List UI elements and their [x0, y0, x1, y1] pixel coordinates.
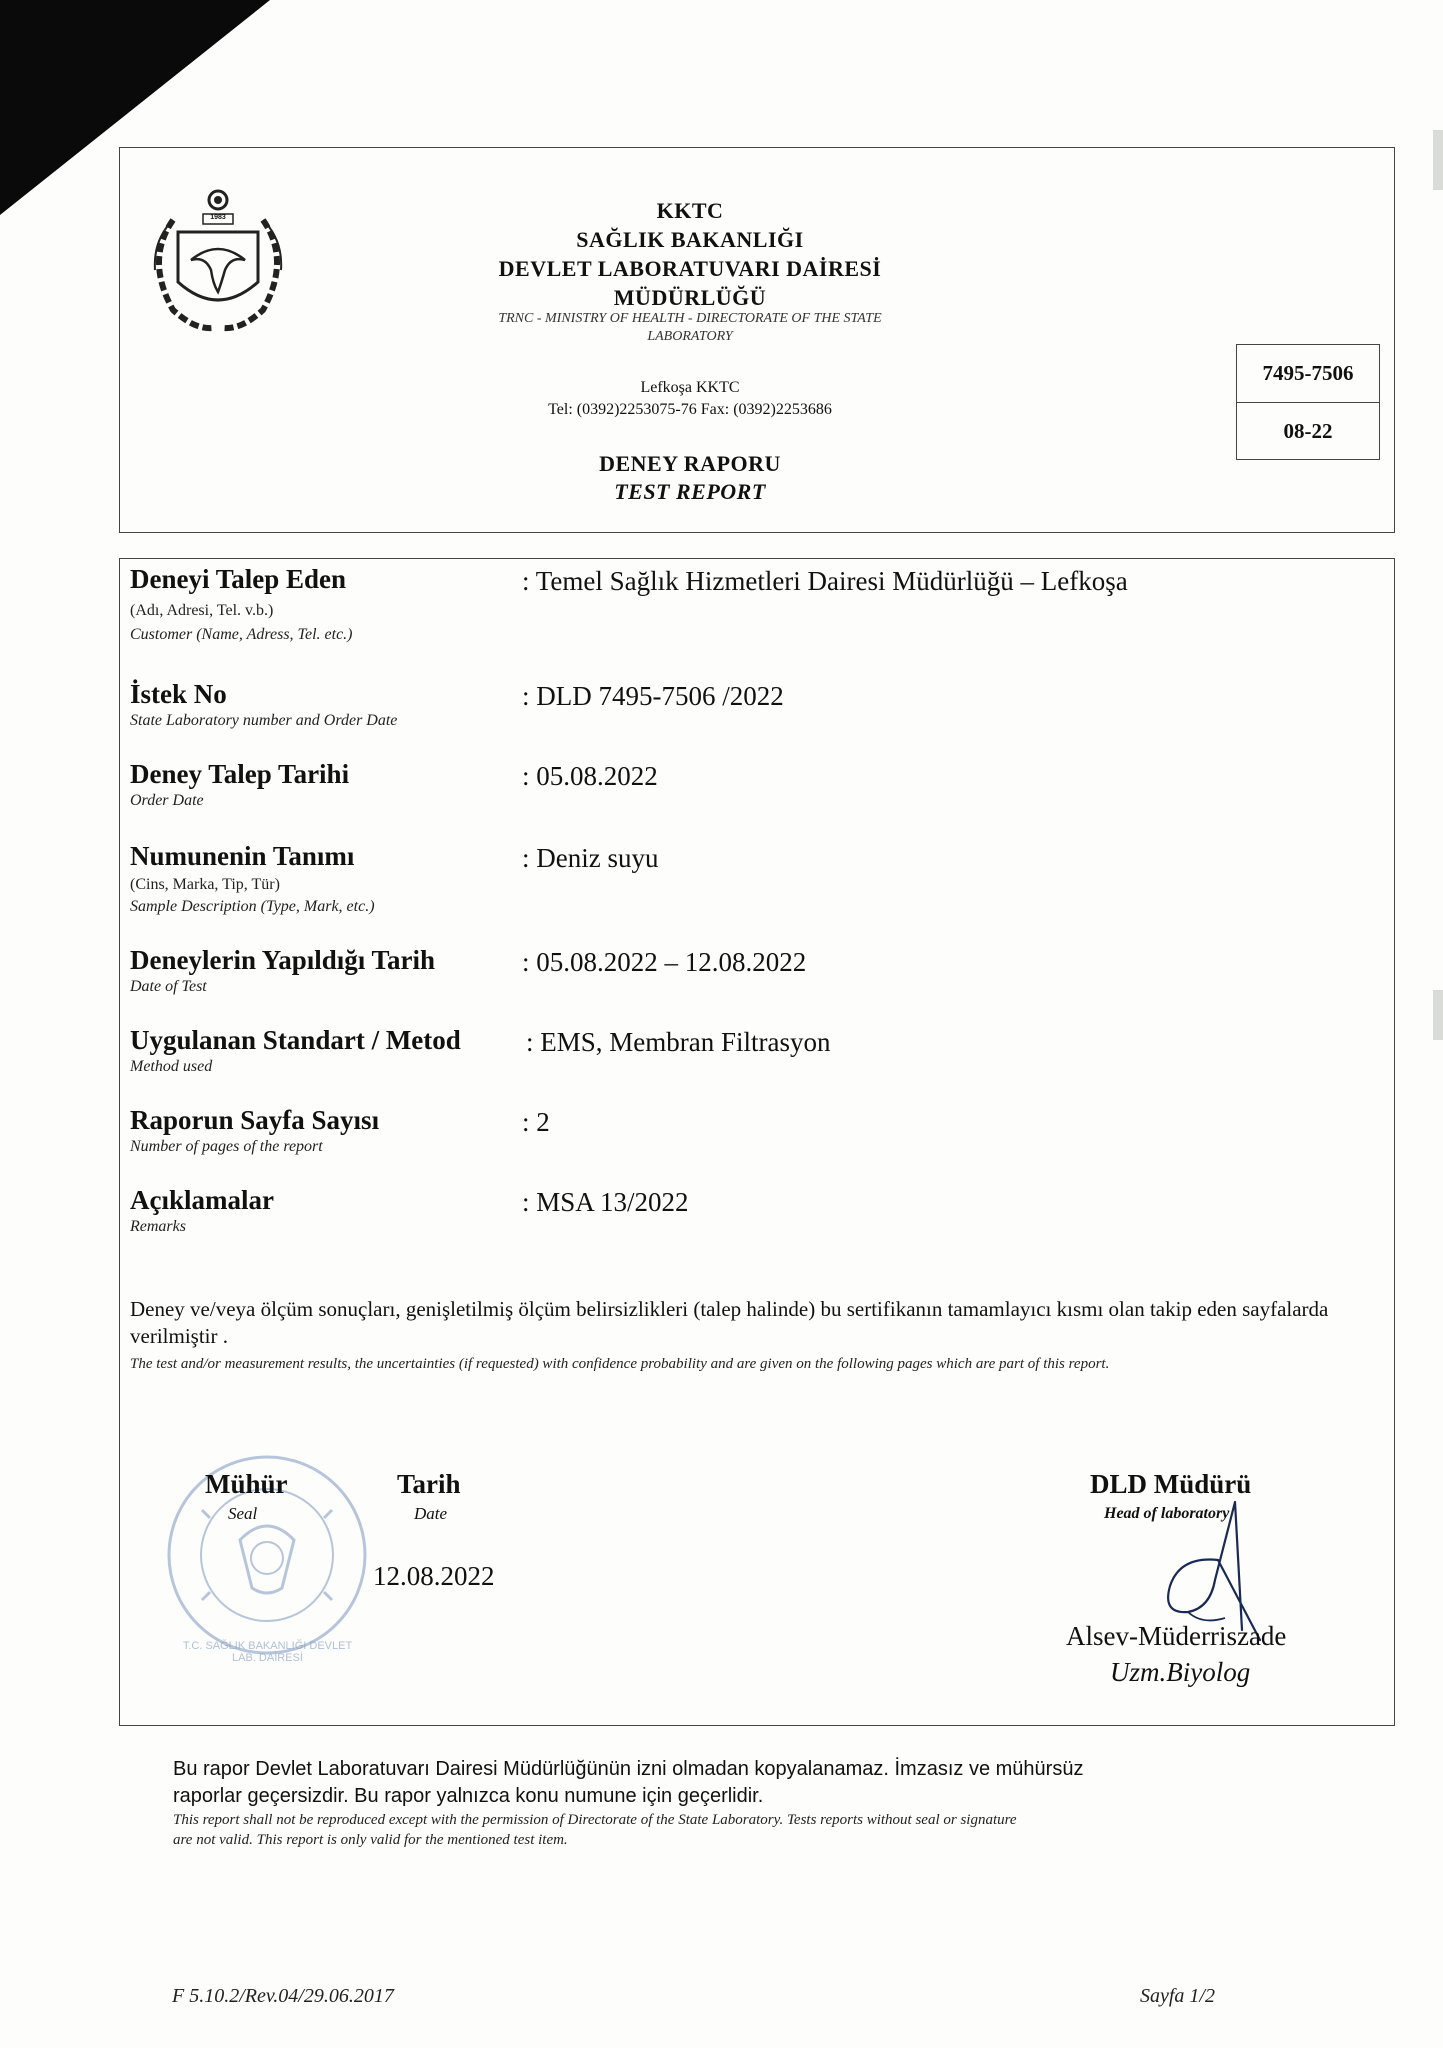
field-value: : MSA 13/2022: [522, 1187, 689, 1217]
state-emblem-icon: [133, 180, 303, 350]
field-sub: (Adı, Adresi, Tel. v.b.): [130, 602, 274, 619]
header-city: Lefkoşa KKTC: [640, 379, 740, 396]
field-value: : Deniz suyu: [522, 843, 659, 873]
field-label: Deney Talep Tarihi: [130, 759, 350, 789]
scan-edge-mark: [1433, 130, 1443, 190]
footer-disclaimer-tr-1: Bu rapor Devlet Laboratuvarı Dairesi Müdürlüğünün izni olmadan kopyalanamaz. İmzasız ve mühürsüz: [173, 1758, 1084, 1780]
date-label: Tarih: [397, 1469, 461, 1499]
field-label: Deneyi Talep Eden: [130, 564, 347, 594]
field-sub-en: Sample Description (Type, Mark, etc.): [130, 898, 375, 915]
head-label-en: Head of laboratory: [1104, 1505, 1230, 1522]
footer-disclaimer-en-1: This report shall not be reproduced except with the permission of Directorate of the State Laboratory. Tests reports without seal or signature: [173, 1812, 1017, 1828]
field-label: Raporun Sayfa Sayısı: [130, 1105, 380, 1135]
header-english-line1: TRNC - MINISTRY OF HEALTH - DIRECTORATE OF THE STATE: [498, 311, 882, 326]
field-value: : EMS, Membran Filtrasyon: [526, 1027, 831, 1057]
header-contact: Tel: (0392)2253075-76 Fax: (0392)2253686: [548, 401, 832, 418]
field-value: : Temel Sağlık Hizmetleri Dairesi Müdürlüğü – Lefkoşa: [522, 566, 1128, 596]
report-number: 7495-7506: [1237, 345, 1379, 403]
signatory-name: Alsev-Müderriszade: [1066, 1621, 1287, 1651]
field-label: Numunenin Tanımı: [130, 841, 355, 871]
header-kktc: KKTC: [656, 198, 724, 223]
seal-label: Mühür: [205, 1469, 288, 1499]
field-value: : DLD 7495-7506 /2022: [522, 681, 784, 711]
field-sub: (Cins, Marka, Tip, Tür): [130, 876, 280, 893]
field-sub-en: Remarks: [130, 1218, 186, 1235]
emblem-year: 1983: [210, 214, 226, 221]
report-period: 08-22: [1283, 419, 1333, 443]
field-label: Açıklamalar: [130, 1185, 274, 1215]
field-label: Deneylerin Yapıldığı Tarih: [130, 945, 436, 975]
footer-disclaimer: [173, 1756, 1313, 1850]
page-number: Sayfa 1/2: [1140, 1985, 1215, 2007]
footer-disclaimer-tr-2: raporlar geçersizdir. Bu rapor yalnızca konu numune için geçerlidir.: [173, 1785, 764, 1807]
results-note-tr: Deney ve/veya ölçüm sonuçları, genişletilmiş ölçüm belirsizlikleri (talep halinde) bu sertifikanın tamamlayıcı kısmı olan takip eden sayfalarda verilmiştir .: [130, 1297, 1329, 1348]
field-label: Uygulanan Standart / Metod: [130, 1025, 461, 1055]
header-department: DEVLET LABORATUVARI DAİRESİ: [498, 256, 882, 281]
footer-disclaimer-en-2: are not valid. This report is only valid for the mentioned test item.: [173, 1832, 568, 1848]
report-title: DENEY RAPORU: [599, 451, 781, 476]
field-sub-en: Customer (Name, Adress, Tel. etc.): [130, 626, 353, 643]
field-value: : 05.08.2022: [522, 761, 658, 791]
seal-label-en: Seal: [228, 1504, 258, 1523]
form-code: F 5.10.2/Rev.04/29.06.2017: [172, 1985, 394, 2007]
results-note: [130, 1296, 1385, 1375]
head-label: DLD Müdürü: [1090, 1469, 1252, 1499]
field-sub-en: Date of Test: [130, 978, 207, 995]
field-sub-en: Number of pages of the report: [130, 1138, 323, 1155]
report-title-en: TEST REPORT: [614, 479, 766, 504]
signatory-role: Uzm.Biyolog: [1110, 1657, 1251, 1687]
field-value: : 2: [522, 1107, 550, 1137]
field-sub-en: State Laboratory number and Order Date: [130, 712, 398, 729]
seal-stamp-text: T.C. SAĞLIK BAKANLIĞI DEVLET LAB. DAİRESİ: [182, 1640, 353, 1664]
header-english-line2: LABORATORY: [647, 329, 733, 344]
field-sub-en: Method used: [130, 1058, 213, 1075]
scan-edge-mark: [1433, 990, 1443, 1040]
field-label: İstek No: [130, 679, 227, 709]
date-value: 12.08.2022: [373, 1561, 495, 1591]
field-sub-en: Order Date: [130, 792, 204, 809]
date-label-en: Date: [414, 1504, 448, 1523]
report-code-box: [1236, 344, 1380, 460]
field-value: : 05.08.2022 – 12.08.2022: [522, 947, 807, 977]
results-note-en: The test and/or measurement results, the uncertainties (if requested) with confidence probability and are given on the following pages which are part of this report.: [130, 1356, 1110, 1372]
header-ministry: SAĞLIK BAKANLIĞI: [576, 227, 804, 252]
header-directorate: MÜDÜRLÜĞÜ: [613, 285, 767, 310]
